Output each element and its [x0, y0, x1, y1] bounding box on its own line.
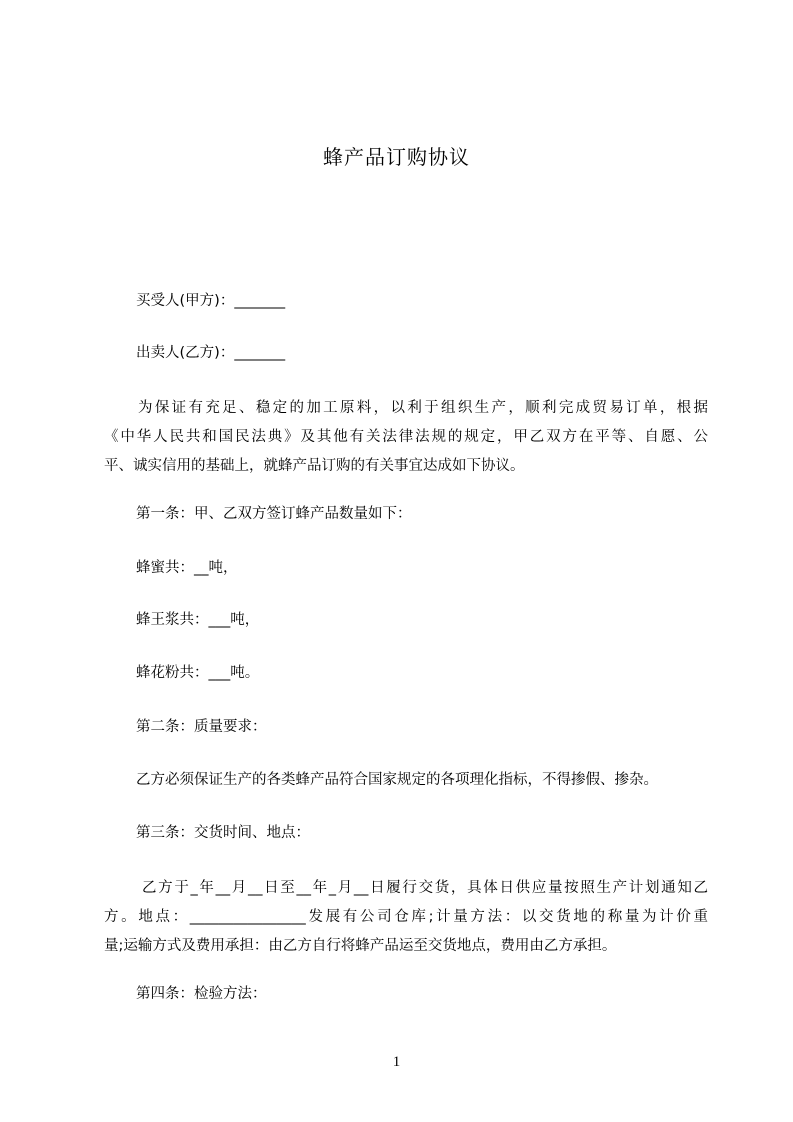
intro-line-2: 《中华人民共和国民法典》及其他有关法律法规的规定，甲乙双方在平等、自愿、公 [104, 429, 708, 445]
article-3-line-2: 方。地点：________________发展有公司仓库;计量方法：以交货地的称量为计价重 [104, 909, 708, 925]
article-4-heading: 第四条：检验方法： [136, 986, 267, 1002]
article-2-heading: 第二条：质量要求： [136, 719, 267, 735]
royal-jelly-quantity: 蜂王浆共：___吨， [136, 612, 260, 628]
intro-paragraph [104, 394, 708, 481]
article-3-line-1: 乙方于_年__月__日至__年_月__日履行交货，具体日供应量按照生产计划通知乙 [142, 880, 708, 896]
pollen-quantity: 蜂花粉共：___吨。 [136, 665, 260, 681]
article-3-body [104, 874, 708, 961]
intro-line-3: 平、诚实信用的基础上，就蜂产品订购的有关事宜达成如下协议。 [104, 458, 525, 474]
honey-quantity: 蜂蜜共：__吨， [136, 560, 238, 576]
buyer-line: 买受人(甲方)：_______ [136, 293, 286, 309]
seller-line: 出卖人(乙方)：_______ [136, 345, 286, 361]
article-3-heading: 第三条：交货时间、地点： [136, 825, 310, 841]
article-3-line-3: 量;运输方式及费用承担：由乙方自行将蜂产品运至交货地点，费用由乙方承担。 [104, 938, 617, 954]
intro-line-1: 为保证有充足、稳定的加工原料，以利于组织生产，顺利完成贸易订单，根据 [138, 400, 708, 416]
document-title: 蜂产品订购协议 [323, 145, 470, 169]
article-1-heading: 第一条：甲、乙双方签订蜂产品数量如下： [136, 506, 412, 522]
article-2-body: 乙方必须保证生产的各类蜂产品符合国家规定的各项理化指标，不得掺假、掺杂。 [136, 772, 658, 788]
page-number: 1 [392, 1054, 401, 1070]
